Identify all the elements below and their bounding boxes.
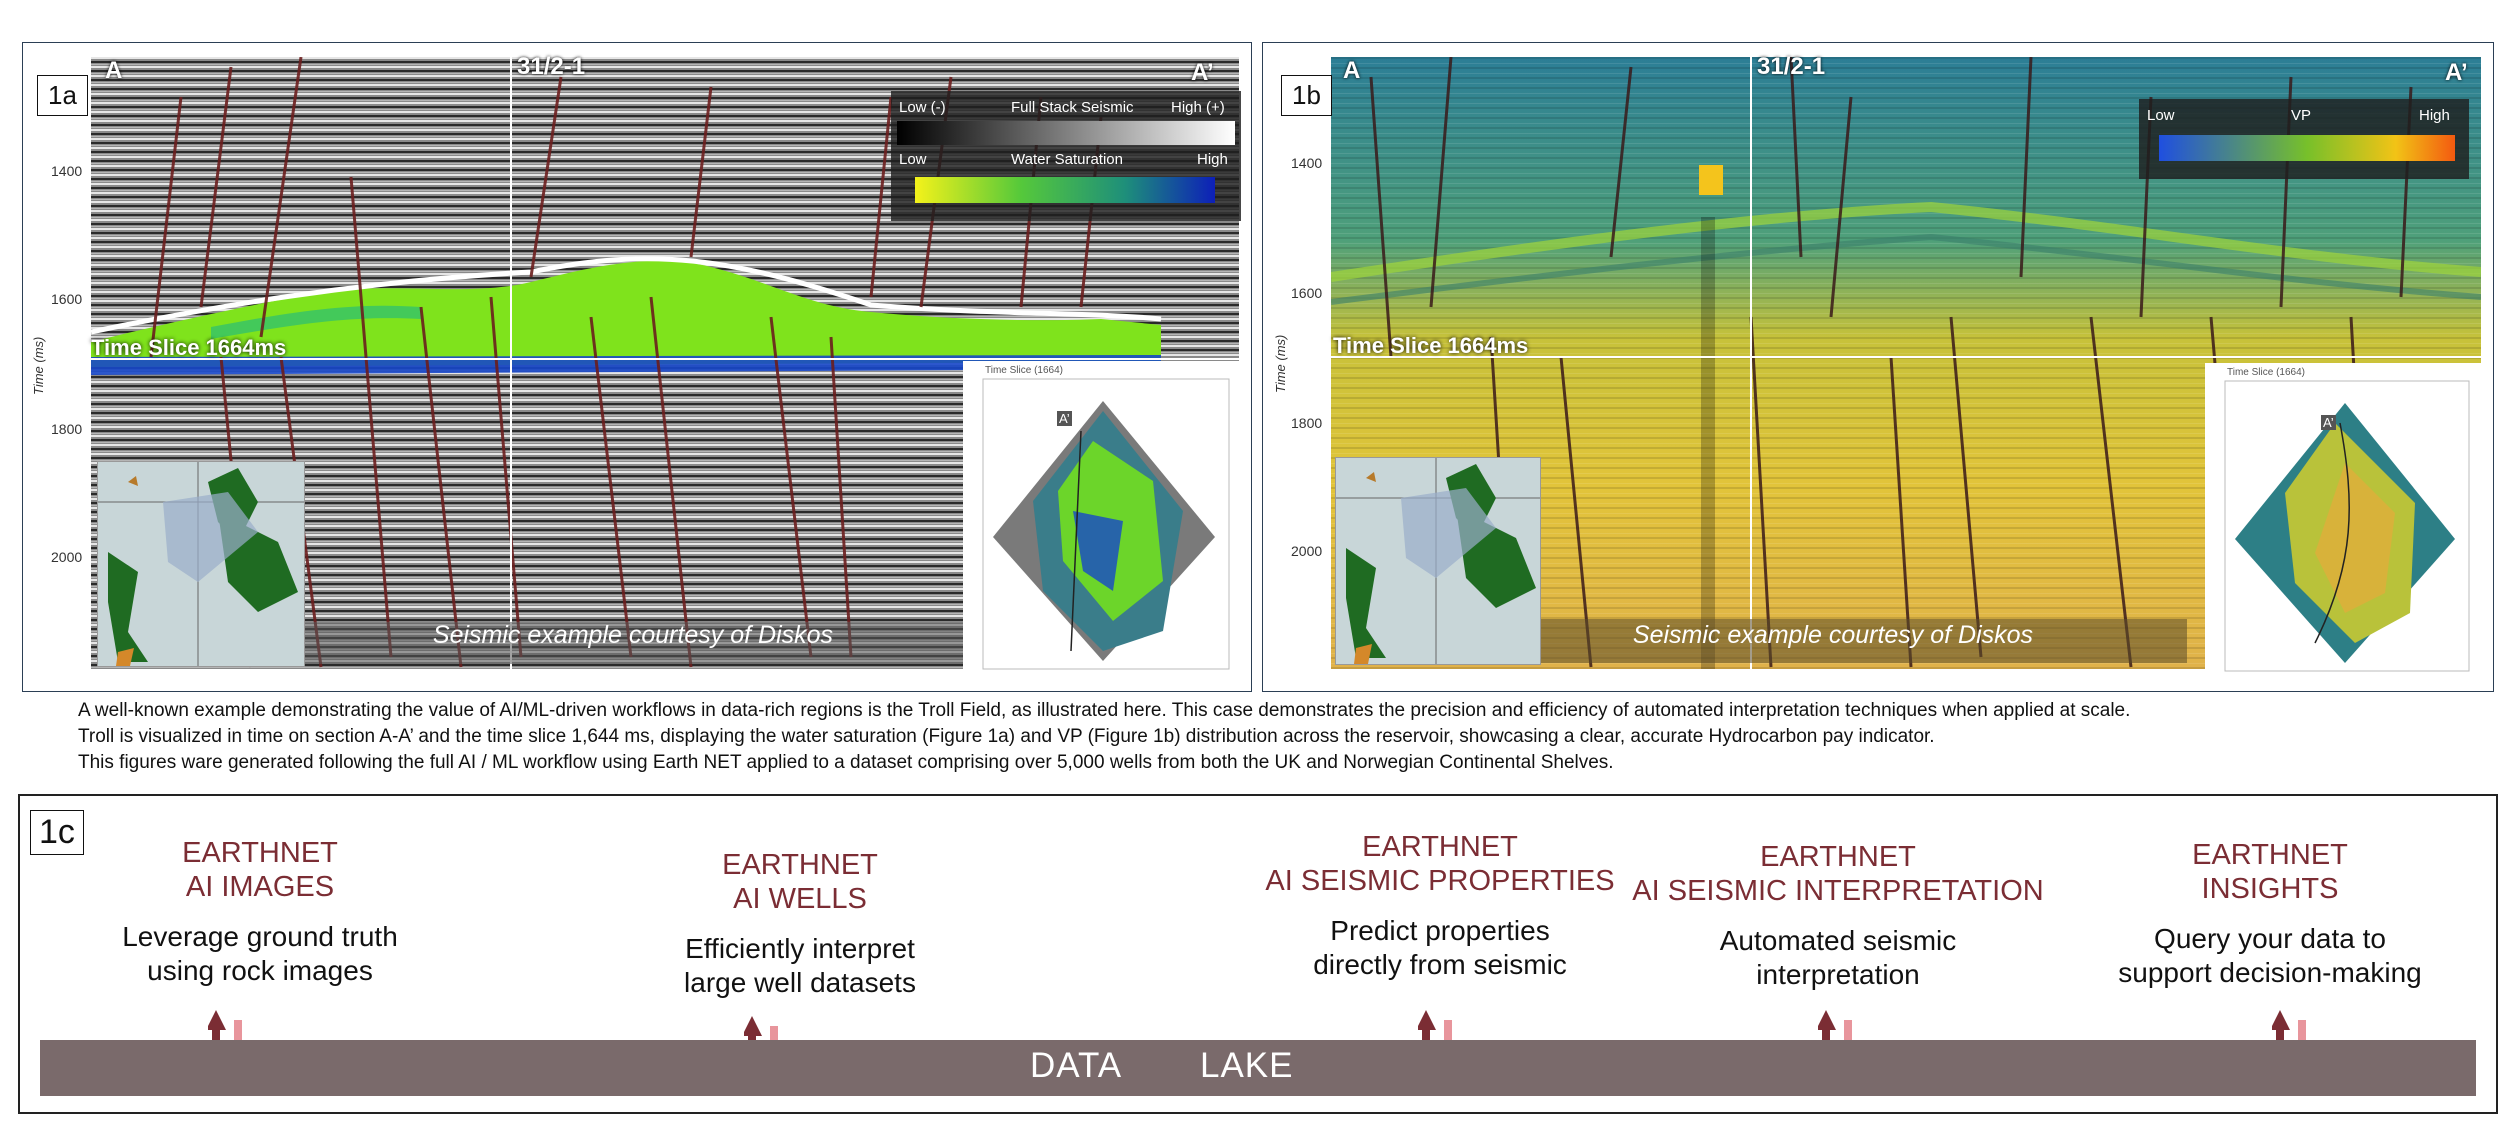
inset-title: Time Slice (1664) <box>2227 367 2305 378</box>
data-lake-word-1: DATA <box>1030 1046 1123 1085</box>
location-map-inset <box>1335 457 1541 665</box>
column-ai-seismic-properties <box>1260 830 1620 982</box>
panel-1a-water-saturation <box>22 42 1252 692</box>
inset-title: Time Slice (1664) <box>985 365 1063 376</box>
panel-1b-vp <box>1262 42 2494 692</box>
y-axis-label: Time (ms) <box>31 336 46 395</box>
y-tick: 2000 <box>1291 543 1323 559</box>
legend-seismic-low: Low (-) <box>899 99 946 116</box>
legend-seismic-bar <box>897 121 1235 145</box>
section-end-a-prime: A’ <box>2445 59 2468 86</box>
data-lake-word-2: LAKE <box>1200 1046 1294 1085</box>
y-tick: 1800 <box>51 421 83 437</box>
well-name: 31/2-1 <box>517 53 586 80</box>
figure-description <box>78 698 2478 776</box>
column-subtitle: AI SEISMIC INTERPRETATION <box>1632 875 2044 907</box>
y-tick: 1400 <box>1291 155 1323 171</box>
section-end-a-prime: A’ <box>1191 59 1214 86</box>
time-slice-map <box>963 361 1243 683</box>
y-tick: 2000 <box>51 549 83 565</box>
legend-saturation-low: Low <box>899 151 927 168</box>
legend-saturation-high: High <box>1197 151 1228 168</box>
legend-1a <box>891 91 1241 221</box>
time-slice-inset <box>963 361 1243 683</box>
legend-seismic-title: Full Stack Seismic <box>1011 99 1134 116</box>
column-subtitle: AI IMAGES <box>185 871 335 903</box>
section-start-a: A <box>105 57 123 84</box>
location-map <box>98 462 304 666</box>
well-name: 31/2-1 <box>1757 53 1826 80</box>
column-desc-line: using rock images <box>147 955 373 986</box>
time-slice-inset <box>2205 363 2483 685</box>
column-desc-line: Query your data to <box>2154 923 2386 954</box>
legend-vp-high: High <box>2419 107 2450 124</box>
column-desc-line: support decision-making <box>2118 957 2422 988</box>
column-desc-line: Predict properties <box>1330 915 1550 946</box>
courtesy-caption: Seismic example courtesy of Diskos <box>432 621 834 649</box>
y-tick: 1600 <box>51 291 83 307</box>
description-line-1: A well-known example demonstrating the value of AI/ML-driven workflows in data-rich regions is the Troll Field, as illustrated here. This case demonstrates the precision and efficiency of automated interpretation techniques when applied at scale. <box>78 700 2131 721</box>
inset-a-prime: A’ <box>1059 411 1070 426</box>
column-desc-line: large well datasets <box>684 967 916 998</box>
inset-a: A <box>2301 639 2310 654</box>
section-start-a: A <box>1343 57 1361 84</box>
y-tick: 1800 <box>1291 415 1323 431</box>
column-desc-line: directly from seismic <box>1313 949 1567 980</box>
legend-vp-low: Low <box>2147 107 2175 124</box>
column-desc-line: interpretation <box>1756 959 1920 990</box>
courtesy-caption: Seismic example courtesy of Diskos <box>1632 621 2034 649</box>
column-desc-line: Efficiently interpret <box>685 933 915 964</box>
panel-1c-workflow <box>18 794 2498 1114</box>
legend-seismic-high: High (+) <box>1171 99 1225 116</box>
time-slice-map <box>2205 363 2483 685</box>
column-ai-seismic-interpretation <box>1628 840 2048 992</box>
figure-label: 1a <box>37 75 88 116</box>
column-title: EARTHNET <box>1362 831 1518 863</box>
inset-a: A <box>1047 641 1056 656</box>
legend-saturation-bar <box>915 177 1215 203</box>
description-line-2: Troll is visualized in time on section A-A’ and the time slice 1,644 ms, displaying the water saturation (Figure 1a) and VP (Figure 1b) distribution across the reservoir, showcasing a clear, accurate Hydrocarbon pay indicator. <box>78 726 1935 747</box>
column-subtitle: AI SEISMIC PROPERTIES <box>1265 865 1615 897</box>
description-line-3: This figures ware generated following the full AI / ML workflow using Earth NET applied to a dataset comprising over 5,000 wells from both the UK and Norwegian Continental Shelves. <box>78 752 1614 773</box>
column-title: EARTHNET <box>722 849 878 881</box>
location-map <box>1336 458 1540 664</box>
y-tick: 1600 <box>1291 285 1323 301</box>
legend-vp-bar <box>2159 135 2455 161</box>
figure-label: 1c <box>30 810 84 855</box>
inset-a-prime: A’ <box>2323 415 2334 430</box>
column-subtitle: INSIGHTS <box>2201 873 2339 905</box>
column-desc-line: Automated seismic <box>1719 925 1957 956</box>
y-tick: 1400 <box>51 163 83 179</box>
figure-label: 1b <box>1281 75 1332 116</box>
column-insights <box>2090 838 2450 990</box>
column-ai-wells <box>630 848 970 1000</box>
time-slice-label: Time Slice 1664ms <box>1333 333 1529 358</box>
legend-1b <box>2139 99 2469 179</box>
time-slice-label: Time Slice 1664ms <box>91 335 287 360</box>
column-title: EARTHNET <box>2192 839 2348 871</box>
column-subtitle: AI WELLS <box>733 883 867 915</box>
legend-saturation-title: Water Saturation <box>1011 151 1123 168</box>
legend-vp-title: VP <box>2291 107 2312 124</box>
location-map-inset <box>97 461 305 667</box>
column-title: EARTHNET <box>182 837 338 869</box>
column-desc-line: Leverage ground truth <box>122 921 398 952</box>
y-axis-label: Time (ms) <box>1273 334 1288 393</box>
column-title: EARTHNET <box>1760 841 1916 873</box>
column-ai-images <box>90 836 430 988</box>
